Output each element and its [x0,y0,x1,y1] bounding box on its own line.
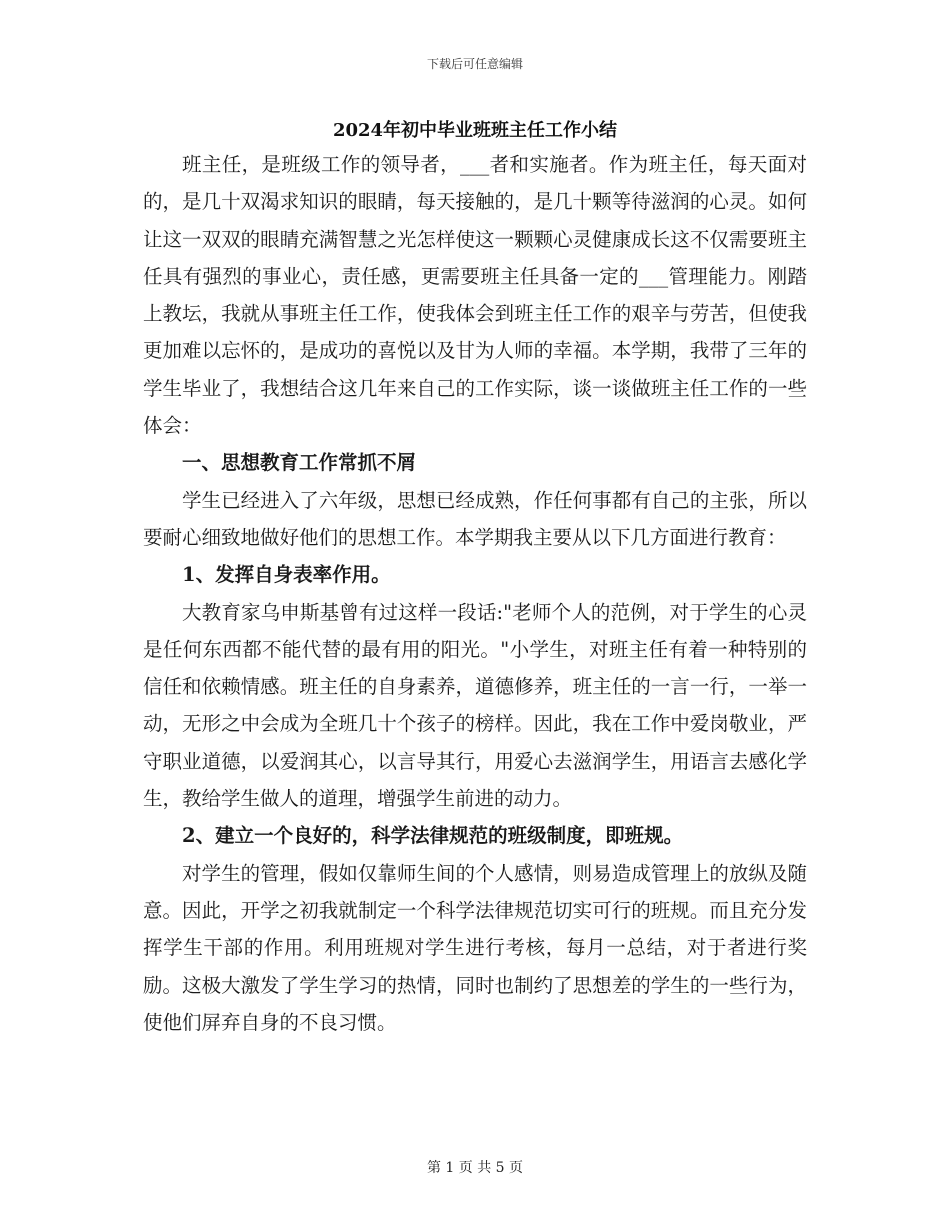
subheading-role-model: 1、发挥自身表率作用。 [182,563,391,587]
document-body [143,146,807,1041]
header-note: 下载后可任意编辑 [426,57,523,71]
intro-paragraph: 班主任，是班级工作的领导者，___者和实施者。作为班主任，每天面对的，是几十双渴求知识的眼睛，每天接触的，是几十颗等待滋润的心灵。如何让这一双双的眼睛充满智慧之光怎样使这一颗颗心灵健康成长这不仅需要班主任具有强烈的事业心，责任感，更需要班主任具备一定的___管理能力。刚踏上教坛，我就从事班主任工作，使我体会到班主任工作的艰辛与劳苦，但使我更加难以忘怀的，是成功的喜悦以及甘为人师的幸福。本学期，我带了三年的学生毕业了，我想结合这几年来自己的工作实际，谈一谈做班主任工作的一些体会： [143,153,807,438]
subheading-class-rules: 2、建立一个良好的，科学法律规范的班级制度，即班规。 [182,824,684,848]
section-heading-ideology: 一、思想教育工作常抓不屑 [182,451,417,475]
document-title: 2024年初中毕业班班主任工作小结 [332,120,618,141]
class-rules-paragraph: 对学生的管理，假如仅靠师生间的个人感情，则易造成管理上的放纵及随意。因此，开学之初我就制定一个科学法律规范切实可行的班规。而且充分发挥学生干部的作用。利用班规对学生进行考核，每月一总结，对于者进行奖励。这极大激发了学生学习的热情，同时也制约了思想差的学生的一些行为，使他们屏弃自身的不良习惯。 [143,861,807,1034]
page-number: 第 1 页 共 5 页 [426,1160,524,1176]
role-model-paragraph: 大教育家乌申斯基曾有过这样一段话:"老师个人的范例，对于学生的心灵是任何东西都不能代替的最有用的阳光。"小学生，对班主任有着一种特别的信任和依赖情感。班主任的自身素养，道德修养，班主任的一言一行，一举一动，无形之中会成为全班几十个孩子的榜样。因此，我在工作中爱岗敬业，严守职业道德，以爱润其心，以言导其行，用爱心去滋润学生，用语言去感化学生，教给学生做人的道理，增强学生前进的动力。 [143,600,807,811]
ideology-paragraph: 学生已经进入了六年级，思想已经成熟，作任何事都有自己的主张，所以要耐心细致地做好他们的思想工作。本学期我主要从以下几方面进行教育： [143,488,807,549]
